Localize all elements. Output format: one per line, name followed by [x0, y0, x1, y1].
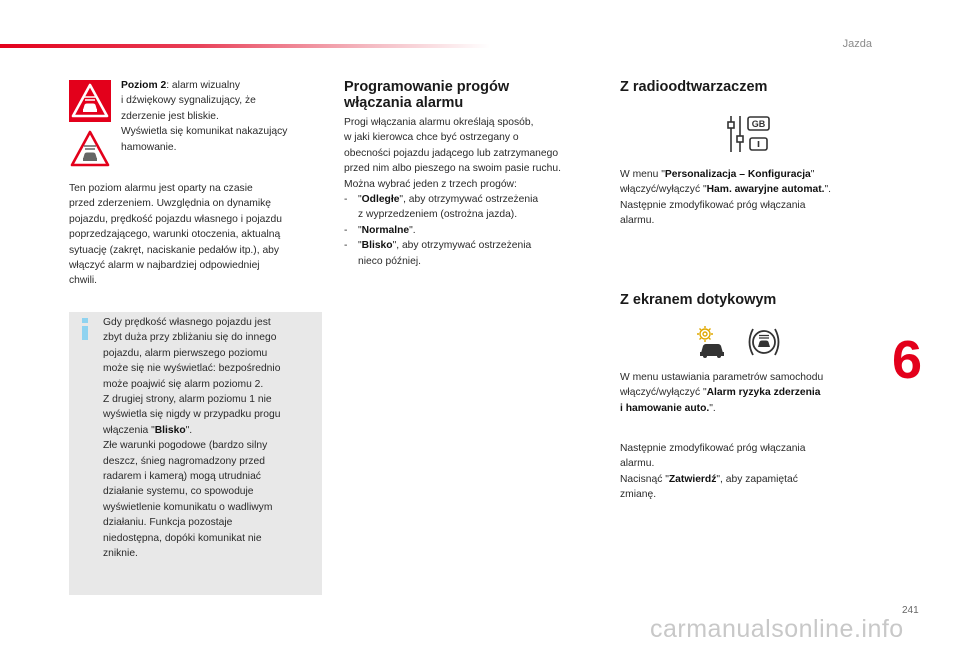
option-normal-label: Normalne: [361, 224, 410, 236]
radio-text: ": [810, 169, 815, 180]
info-line: wyświetlenie komunikatu o wadliwym: [103, 501, 273, 513]
threshold-intro-line: obecności pojazdu jadącego lub zatrzymanego: [344, 147, 559, 159]
touch-text: zmianę.: [620, 489, 657, 501]
radio-text: włączyć/wyłączyć ": [620, 184, 707, 196]
page-number: 241: [902, 605, 919, 616]
paragraph-line: przed zderzeniem. Uwzględnia on dynamikę: [69, 198, 272, 210]
info-icon: [80, 318, 90, 340]
vehicle-settings-icon: [696, 325, 728, 359]
radio-text: alarmu.: [620, 215, 655, 227]
touch-text: alarmu.: [620, 458, 655, 470]
radio-badge-text: GB: [751, 119, 766, 129]
info-line: Gdy prędkość własnego pojazdu jest: [103, 317, 271, 328]
touch-text: Nacisnąć ": [620, 473, 669, 485]
section-label: Jazda: [842, 38, 872, 50]
paragraph-line: chwili.: [69, 275, 98, 287]
touch-text: ", aby zapamiętać: [716, 473, 798, 485]
touch-text: ".: [709, 402, 716, 414]
radio-text: W menu ": [620, 169, 665, 180]
paragraph-line: włączyć alarm w najbardziej odpowiedniej: [69, 260, 260, 272]
radio-settings-icon: [727, 114, 771, 154]
info-line: wyświetla się nigdy w przypadku progu: [103, 409, 281, 421]
info-line: działanie systemu, co spowoduje: [103, 486, 254, 498]
threshold-option-close: [344, 238, 604, 269]
paragraph-line: sytuację (zakręt, naciskanie pedałów itp.), aby: [69, 244, 280, 256]
option-quote: ": [358, 194, 362, 206]
radio-text: ".: [824, 184, 832, 196]
level2-line: Wyświetla się komunikat nakazujący: [121, 126, 288, 138]
threshold-option-far: [344, 192, 604, 223]
radio-option-label: Ham. awaryjne automat.: [706, 184, 825, 196]
radio-text: Następnie zmodyfikować próg włączania: [620, 199, 806, 211]
confirm-label: Zatwierdź: [668, 473, 717, 485]
level2-title: Poziom 2: [121, 80, 167, 91]
radio-menu-label: Personalizacja – Konfiguracja: [664, 169, 811, 180]
info-line: może poajwić się alarm poziomu 2.: [103, 378, 264, 390]
threshold-heading: [344, 79, 604, 111]
option-desc-cont: nieco później.: [358, 255, 421, 267]
info-line: może się nie wyświetlać: bezpośrednio: [103, 363, 281, 375]
info-line: Złe warunki pogodowe (bardzo silny: [103, 440, 268, 452]
collision-alert-button-icon: [745, 326, 783, 358]
threshold-intro-line: w jaki kierowca chce być ostrzegany o: [344, 132, 519, 144]
touchscreen-instructions: [620, 370, 890, 416]
threshold-body: [344, 115, 604, 269]
touch-text: włączyć/wyłączyć ": [620, 387, 707, 399]
level2-line: i dźwiękowy sygnalizujący, że: [121, 95, 256, 107]
collision-alert-outline-icon: [69, 128, 111, 170]
touchscreen-instructions-2: [620, 441, 890, 503]
header-accent-bar: [0, 44, 490, 48]
threshold-close-label: Blisko: [154, 424, 186, 436]
option-desc: ".: [409, 224, 416, 236]
info-line: włączenia ": [103, 424, 155, 436]
paragraph-line: Ten poziom alarmu jest oparty na czasie: [69, 183, 253, 194]
threshold-intro-line: Można wybrać jeden z trzech progów:: [344, 178, 517, 190]
touch-option-label: i hamowanie auto.: [620, 402, 710, 414]
chapter-number: 6: [892, 330, 923, 390]
radio-heading: Z radioodtwarzaczem: [620, 79, 768, 95]
info-line: niedostępna, dopóki komunikat nie: [103, 532, 262, 544]
level2-line: hamowanie.: [121, 141, 177, 153]
collision-alert-filled-icon: [69, 80, 111, 122]
list-dash: -: [344, 194, 348, 206]
info-line: Z drugiej strony, alarm poziomu 1 nie: [103, 394, 272, 406]
level2-line: : alarm wizualny: [166, 80, 241, 91]
threshold-option-normal: [344, 223, 604, 238]
threshold-heading-line: Programowanie progów: [344, 79, 510, 95]
option-quote: ": [358, 240, 362, 252]
info-line: pojazdu, alarm pierwszego poziomu: [103, 347, 268, 359]
option-desc-cont: z wyprzedzeniem (ostrożna jazda).: [358, 209, 518, 221]
watermark: carmanualsonline.info: [650, 615, 904, 643]
option-desc: ", aby otrzymywać ostrzeżenia: [392, 240, 532, 252]
touch-option-label: Alarm ryzyka zderzenia: [706, 387, 821, 399]
option-close-label: Blisko: [361, 240, 393, 252]
info-line: zbyt duża przy zbliżaniu się do innego: [103, 332, 277, 344]
touch-text: Następnie zmodyfikować próg włączania: [620, 443, 806, 454]
option-quote: ": [358, 224, 362, 236]
info-line: zniknie.: [103, 548, 138, 560]
paragraph-line: pojazdu, prędkość pojazdu własnego i pojazdu: [69, 213, 282, 225]
info-line: działaniu. Funkcja pozostaje: [103, 517, 233, 529]
radio-instructions: [620, 167, 890, 229]
alarm-level-paragraph: [69, 181, 324, 289]
list-dash: -: [344, 240, 348, 252]
info-text: [103, 315, 318, 562]
touchscreen-heading: Z ekranem dotykowym: [620, 292, 777, 308]
touch-text: W menu ustawiania parametrów samochodu: [620, 372, 824, 383]
paragraph-line: poprzedzającego, warunki otoczenia, aktualną: [69, 229, 281, 241]
threshold-heading-line: włączania alarmu: [344, 95, 464, 111]
threshold-intro-line: przed nim albo pieszego na swoim pasie ruchu.: [344, 163, 561, 175]
level2-line: zderzenie jest bliskie.: [121, 110, 219, 122]
info-line: deszcz, śnieg nagromadzony przed: [103, 455, 265, 467]
info-line: radarem i kamerą) mogą utrudniać: [103, 471, 261, 483]
list-dash: -: [344, 224, 348, 236]
info-line: ".: [185, 424, 193, 436]
option-desc: ", aby otrzymywać ostrzeżenia: [399, 194, 539, 206]
option-far-label: Odległe: [361, 194, 400, 206]
threshold-intro-line: Progi włączania alarmu określają sposób,: [344, 117, 534, 128]
level2-text: [121, 78, 321, 155]
